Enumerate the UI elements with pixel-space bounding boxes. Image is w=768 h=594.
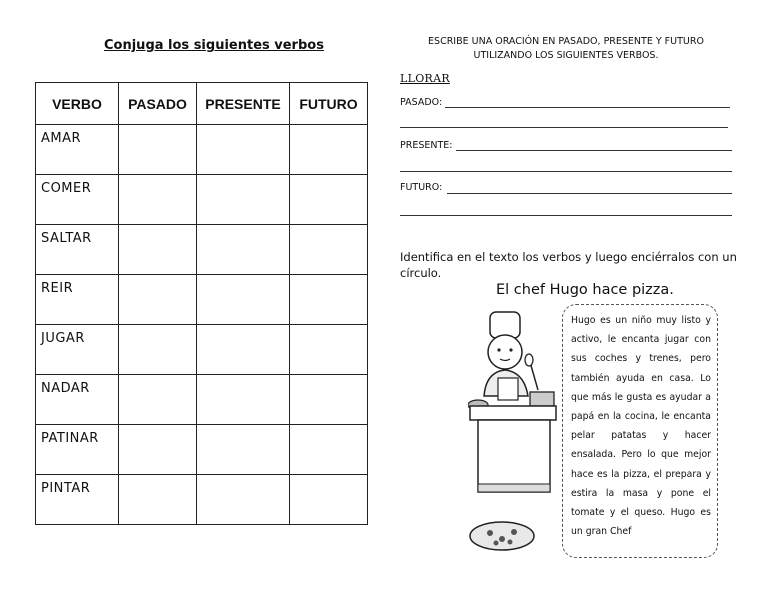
answer-cell-presente[interactable] xyxy=(197,275,290,325)
chef-illustration-icon xyxy=(468,304,558,554)
verb-cell: JUGAR xyxy=(36,325,119,375)
answer-cell-futuro[interactable] xyxy=(290,425,368,475)
answer-cell-pasado[interactable] xyxy=(119,125,197,175)
header-verbo: VERBO xyxy=(36,83,119,125)
answer-cell-presente[interactable] xyxy=(197,125,290,175)
verb-cell: COMER xyxy=(36,175,119,225)
label-futuro: FUTURO: xyxy=(400,182,443,193)
instruction-text: Identifica en el texto los verbos y luego enciérralos con un círculo. xyxy=(400,250,737,280)
verb-cell: PINTAR xyxy=(36,475,119,525)
verb-cell: SALTAR xyxy=(36,225,119,275)
verb-llorar: LLORAR xyxy=(400,72,450,85)
verb-cell: NADAR xyxy=(36,375,119,425)
story-text: Hugo es un niño muy listo y activo, le encanta jugar con sus coches y trenes, pero también ayuda en casa. Lo que más le gusta es ayudar a papá en la cocina, le encanta pelar patatas y hacer ensalada. Pero lo que mejor hace es la pizza, el prepara y estira la masa y pone el tomate y el queso. Hugo es un gran Chef xyxy=(571,315,711,538)
label-pasado: PASADO: xyxy=(400,97,443,108)
table-row xyxy=(36,475,368,525)
verb-cell: PATINAR xyxy=(36,425,119,475)
answer-cell-presente[interactable] xyxy=(197,225,290,275)
answer-cell-pasado[interactable] xyxy=(119,475,197,525)
answer-line-futuro[interactable] xyxy=(447,193,732,194)
answer-cell-presente[interactable] xyxy=(197,325,290,375)
answer-cell-futuro[interactable] xyxy=(290,475,368,525)
story-text-box xyxy=(562,304,718,558)
answer-cell-presente[interactable] xyxy=(197,175,290,225)
label-presente: PRESENTE: xyxy=(400,140,453,151)
table-row xyxy=(36,175,368,225)
table-row xyxy=(36,125,368,175)
answer-cell-pasado[interactable] xyxy=(119,175,197,225)
verb-cell: AMAR xyxy=(36,125,119,175)
answer-line-pasado[interactable] xyxy=(445,107,730,108)
answer-cell-presente[interactable] xyxy=(197,375,290,425)
answer-cell-futuro[interactable] xyxy=(290,125,368,175)
header-presente: PRESENTE xyxy=(197,83,290,125)
table-row xyxy=(36,375,368,425)
right-header-line2: UTILIZANDO LOS SIGUIENTES VERBOS. xyxy=(473,50,659,61)
answer-cell-pasado[interactable] xyxy=(119,275,197,325)
answer-cell-futuro[interactable] xyxy=(290,325,368,375)
verb-conjugation-table xyxy=(35,82,368,525)
answer-cell-pasado[interactable] xyxy=(119,325,197,375)
answer-line-presente-2[interactable] xyxy=(400,171,732,172)
table-row xyxy=(36,225,368,275)
answer-line-futuro-2[interactable] xyxy=(400,215,732,216)
header-pasado: PASADO xyxy=(119,83,197,125)
left-title: Conjuga los siguientes verbos xyxy=(104,38,324,53)
header-futuro: FUTURO xyxy=(290,83,368,125)
answer-cell-pasado[interactable] xyxy=(119,225,197,275)
answer-line-pasado-2[interactable] xyxy=(400,127,728,128)
table-row xyxy=(36,325,368,375)
answer-cell-presente[interactable] xyxy=(197,425,290,475)
answer-cell-futuro[interactable] xyxy=(290,275,368,325)
table-row xyxy=(36,425,368,475)
right-header-line1: ESCRIBE UNA ORACIÓN EN PASADO, PRESENTE Y FUTURO xyxy=(428,36,704,47)
answer-cell-pasado[interactable] xyxy=(119,425,197,475)
answer-cell-futuro[interactable] xyxy=(290,375,368,425)
table-row xyxy=(36,275,368,325)
verb-cell: REIR xyxy=(36,275,119,325)
answer-cell-futuro[interactable] xyxy=(290,175,368,225)
answer-line-presente[interactable] xyxy=(456,150,732,151)
story-title: El chef Hugo hace pizza. xyxy=(496,282,674,298)
answer-cell-futuro[interactable] xyxy=(290,225,368,275)
table-header-row xyxy=(36,83,368,125)
answer-cell-presente[interactable] xyxy=(197,475,290,525)
answer-cell-pasado[interactable] xyxy=(119,375,197,425)
right-instructions xyxy=(400,35,732,63)
